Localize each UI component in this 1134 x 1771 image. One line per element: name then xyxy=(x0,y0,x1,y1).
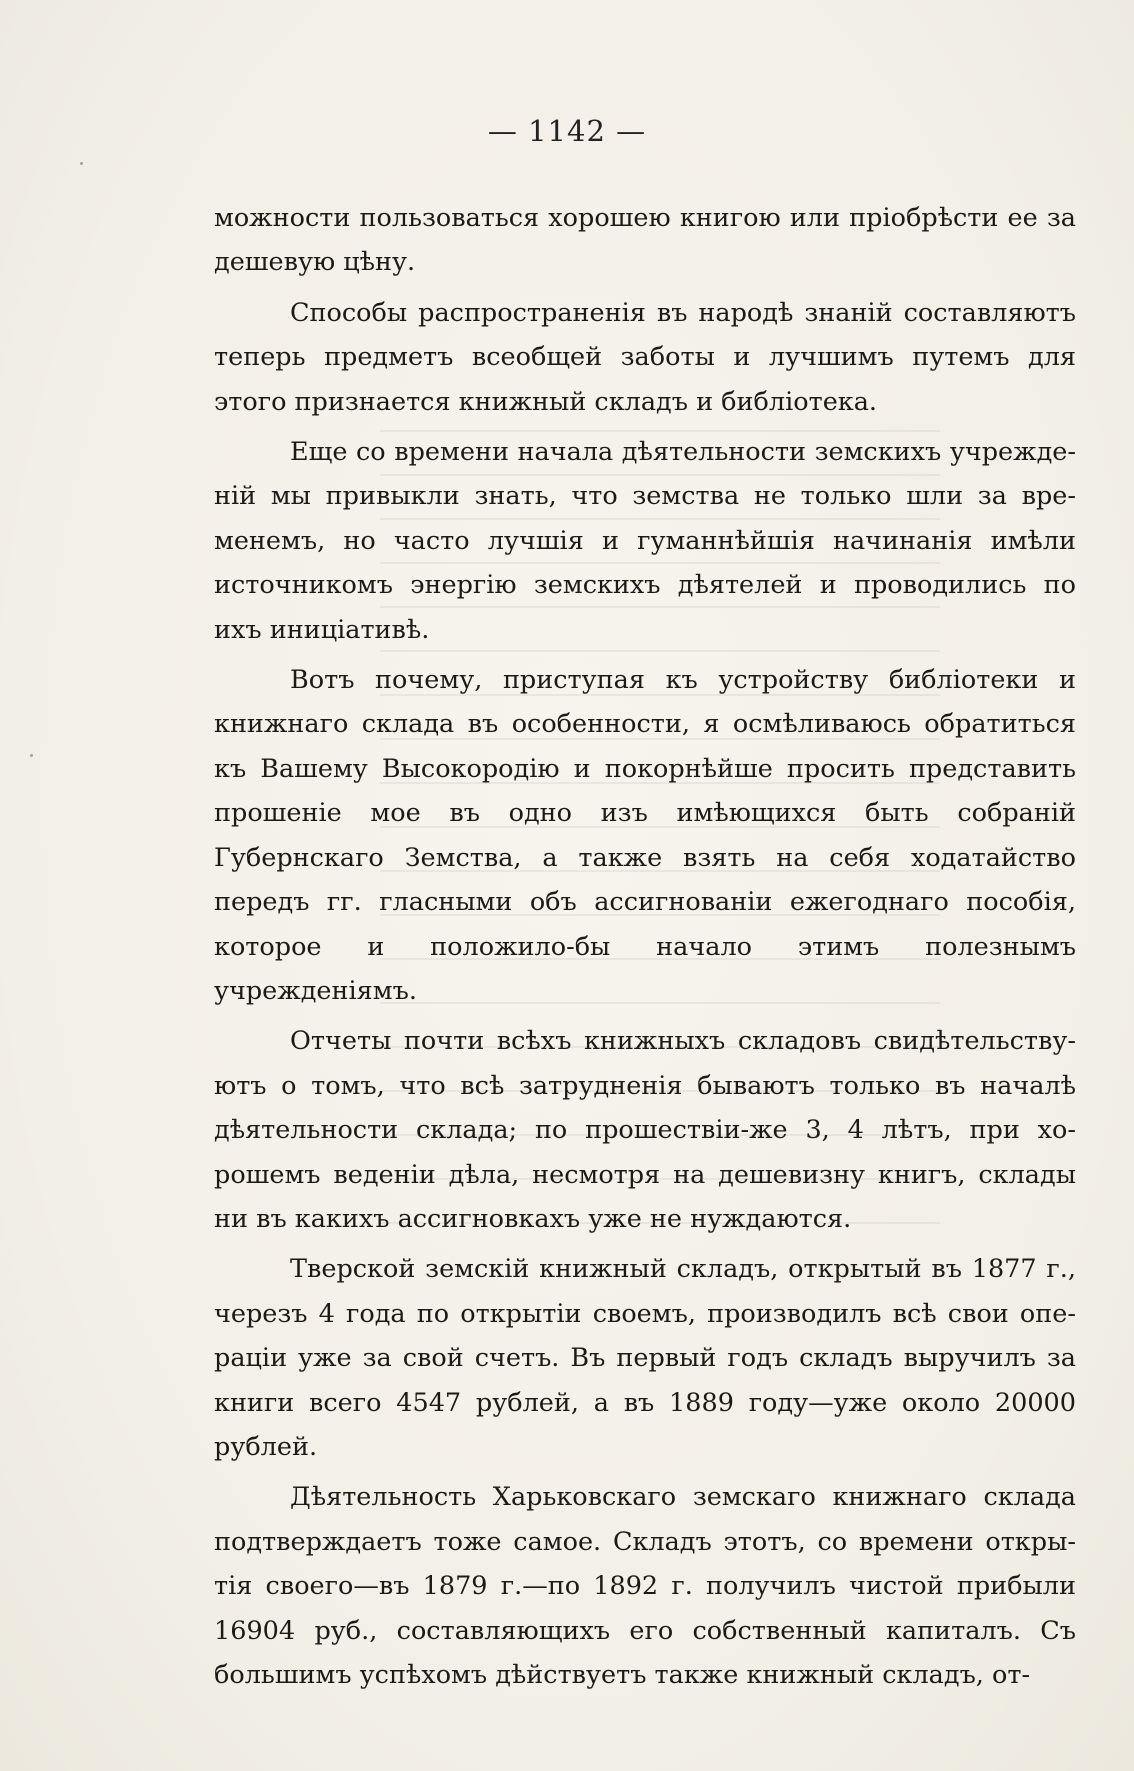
paragraph-7: Дѣятельность Харьковскаго земскаго книжнаго склада подтверждаетъ тоже самое. Складъ этотъ, со времени открытія своего—въ 1879 г.—по 1892 г. получилъ чистой прибыли 16904 руб., составляющихъ его собственный капиталъ. Съ большимъ успѣхомъ дѣйствуетъ также книжный складъ, от- xyxy=(214,1482,1076,1690)
paragraph-1: можности пользоваться хорошею книгою или пріобрѣсти ее за дешевую цѣну. xyxy=(214,203,1076,278)
paragraph-6: Тверской земскій книжный складъ, открытый въ 1877 г., черезъ 4 года по открытіи своемъ, производилъ всѣ свои операціи уже за свой счетъ. Въ первый годъ складъ выручилъ за книги всего 4547 рублей, а въ 1889 году—уже около 20000 рублей. xyxy=(214,1254,1076,1462)
paper-speck xyxy=(30,754,33,757)
paragraph-5: Отчеты почти всѣхъ книжныхъ складовъ свидѣтельствуютъ о томъ, что всѣ затрудненія бываютъ только въ началѣ дѣятельности склада; по прошествіи-же 3, 4 лѣтъ, при хорошемъ веденіи дѣла, несмотря на дешевизну книгъ, склады ни въ какихъ ассигновкахъ уже не нуждаются. xyxy=(214,1026,1076,1234)
paper-speck xyxy=(80,162,83,165)
page-number: — 1142 — xyxy=(487,114,647,148)
paragraph-4: Вотъ почему, приступая къ устройству библіотеки и книжнаго склада въ особенности, я осмѣливаюсь обратиться къ Вашему Высокородію и покорнѣйше просить представить прошеніе мое въ одно изъ имѣющихся быть собраній Губернскаго Земства, а также взять на себя ходатайство передъ гг. гласными объ ассигнованіи ежегоднаго пособія, которое и положило-бы начало этимъ полезнымъ учрежденіямъ. xyxy=(214,665,1076,1006)
paragraph-3: Еще со времени начала дѣятельности земскихъ учрежденій мы привыкли знать, что земства не только шли за временемъ, но часто лучшія и гуманнѣйшія начинанія имѣли источникомъ энергію земскихъ дѣятелей и проводились по ихъ иниціативѣ. xyxy=(214,437,1076,645)
paragraph-2: Способы распространенія въ народѣ знаній составляютъ теперь предметъ всеобщей заботы и лучшимъ путемъ для этого признается книжный складъ и библіотека. xyxy=(214,297,1076,417)
body-text xyxy=(214,196,1076,1697)
